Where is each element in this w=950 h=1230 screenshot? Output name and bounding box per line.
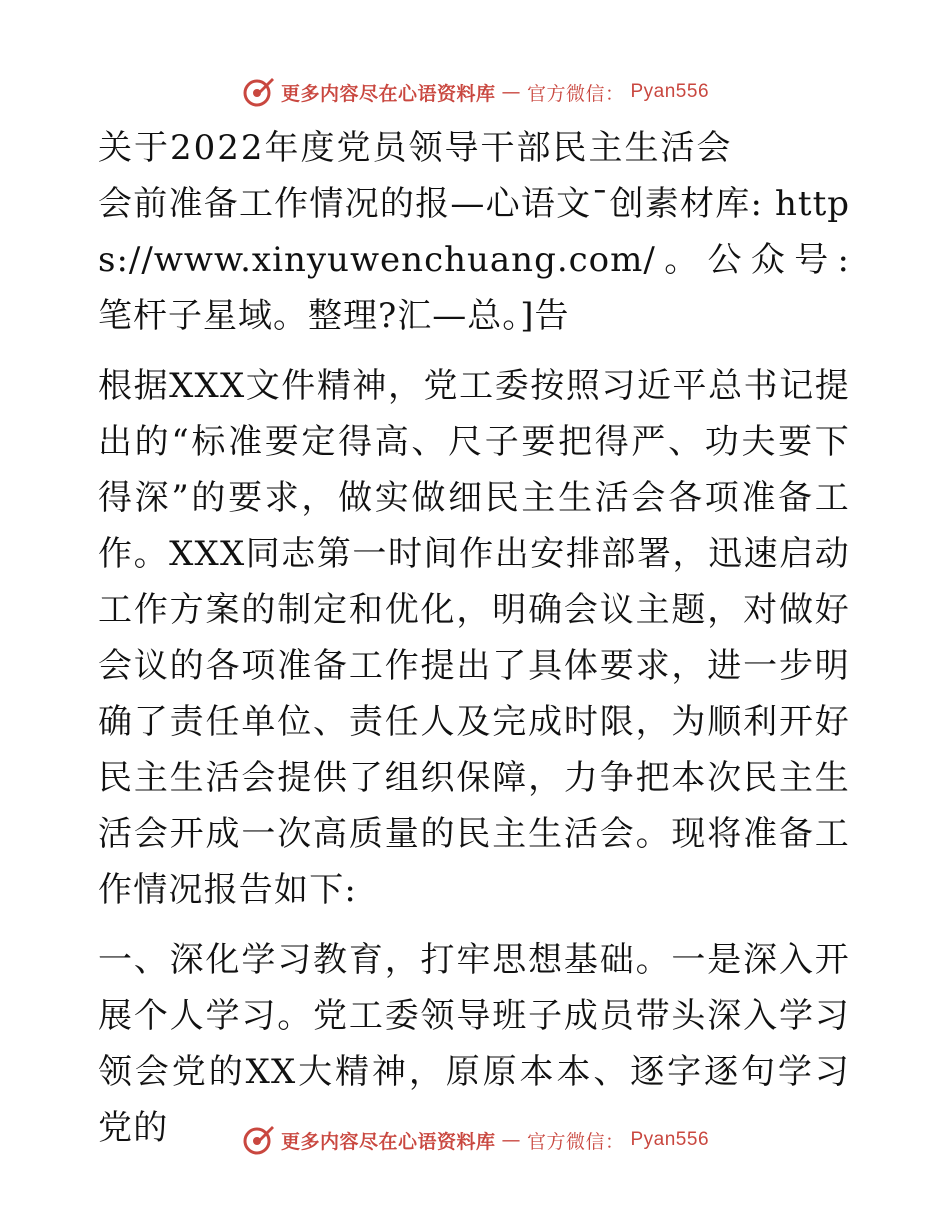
watermark-header — [0, 70, 950, 114]
watermark-dash: — — [501, 1129, 521, 1151]
paragraph-2: 一、深化学习教育，打牢思想基础。一是深入开展个人学习。党工委领导班子成员带头深入学习领会党的XX大精神，原原本本、逐字逐句学习党的 — [98, 940, 850, 1148]
quill-pen-circle-icon — [241, 75, 275, 109]
document-subtitle: 会前准备工作情况的报—心语文¯创素材库: https://www.xinyuwenchuang.com/。公众号: 笔杆子星域。整理?汇—总。]告 — [98, 184, 850, 336]
watermark-dash: — — [501, 81, 521, 103]
quill-pen-circle-icon — [241, 1123, 275, 1157]
document-title: 关于2022年度党员领导干部民主生活会 — [98, 128, 733, 168]
watermark-account: Pyan556 — [630, 81, 710, 102]
watermark-brand: 更多内容尽在心语资料库 — [280, 1130, 496, 1153]
watermark-brand: 更多内容尽在心语资料库 — [280, 82, 496, 105]
paragraph-1: 根据XXX文件精神，党工委按照习近平总书记提出的“标准要定得高、尺子要把得严、功夫要下得深”的要求，做实做细民主生活会各项准备工作。XXX同志第一时间作出安排部署，迅速启动工作方案的制定和优化，明确会议主题，对做好会议的各项准备工作提出了具体要求，进一步明确了责任单位、责任人及完成时限，为顺利开好民主生活会提供了组织保障，力争把本次民主生活会开成一次高质量的民主生活会。现将准备工作情况报告如下: — [98, 366, 850, 910]
watermark-official-label: 官方微信： — [526, 1130, 625, 1153]
watermark-footer — [0, 1118, 950, 1162]
document-body — [98, 120, 850, 1170]
watermark-official-label: 官方微信： — [526, 82, 625, 105]
watermark-account: Pyan556 — [630, 1129, 710, 1150]
